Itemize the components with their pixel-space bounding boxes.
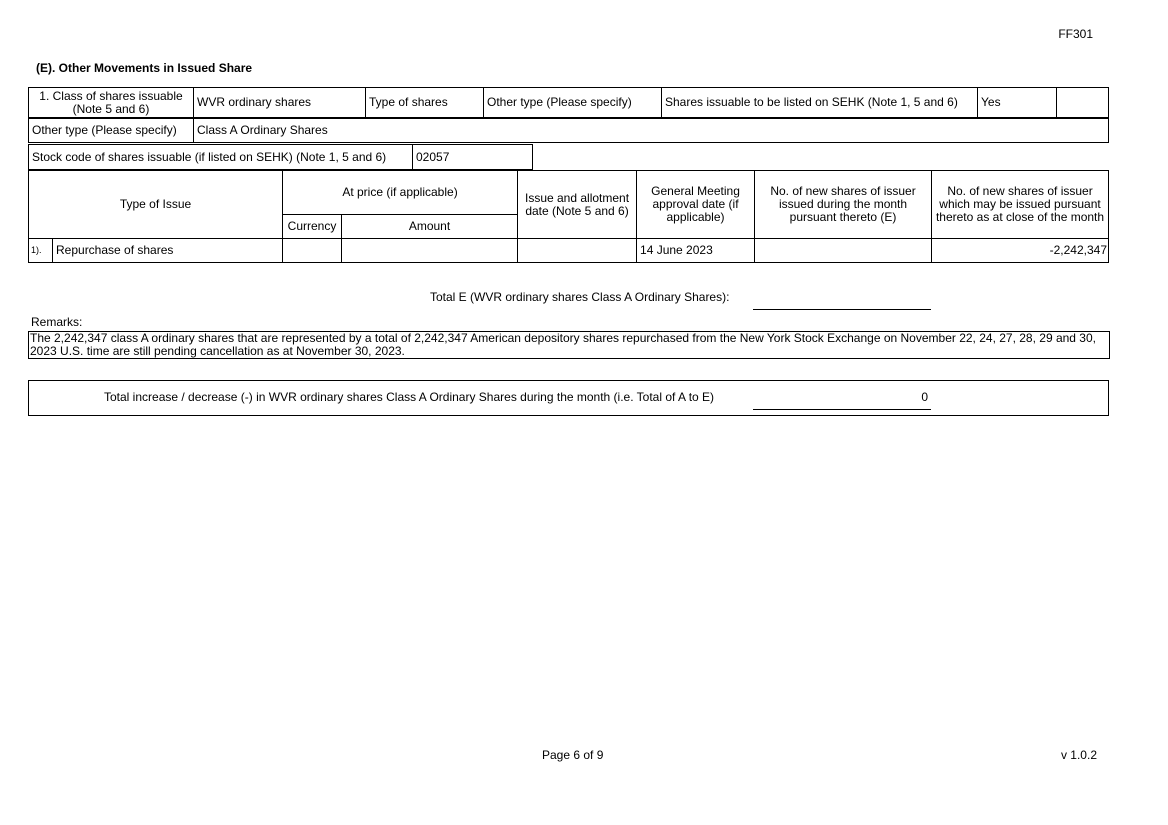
row-amount xyxy=(342,239,518,263)
type-of-shares-label: Type of shares xyxy=(366,88,484,118)
issue-date-header: Issue and allotment date (Note 5 and 6) xyxy=(518,171,637,239)
issue-table xyxy=(28,170,1109,263)
listed-on-sehk-label: Shares issuable to be listed on SEHK (Note 1, 5 and 6) xyxy=(662,88,978,118)
stock-code-value: 02057 xyxy=(413,145,533,170)
row-new-shares-month xyxy=(755,239,932,263)
table-row xyxy=(29,239,1109,263)
remarks-text: The 2,242,347 class A ordinary shares that are represented by a total of 2,242,347 American depository shares repurchased from the New York Stock Exchange on November 22, 24, 27, 28, 29 and 30, 2023 U.S. time are still pending cancellation as at November 30, 2023. xyxy=(28,331,1110,359)
page-number: Page 6 of 9 xyxy=(542,748,604,762)
class-of-shares-table xyxy=(28,87,1109,118)
row-new-shares-close: -2,242,347 xyxy=(932,239,1109,263)
total-e-underline xyxy=(753,309,931,310)
at-price-header: At price (if applicable) xyxy=(283,171,518,215)
listed-on-sehk-extra xyxy=(1057,88,1109,118)
currency-header: Currency xyxy=(283,215,342,239)
class-value: WVR ordinary shares xyxy=(194,88,366,118)
row-index: 1). xyxy=(29,239,53,263)
form-code: FF301 xyxy=(1058,27,1093,41)
total-increase-value: 0 xyxy=(921,390,928,404)
row-gm-date: 14 June 2023 xyxy=(637,239,755,263)
total-increase-label: Total increase / decrease (-) in WVR ordinary shares Class A Ordinary Shares during the month (i.e. Total of A to E) xyxy=(104,390,715,404)
type-of-shares-value: Other type (Please specify) xyxy=(484,88,662,118)
gm-date-header: General Meeting approval date (if applicable) xyxy=(637,171,755,239)
new-shares-close-header: No. of new shares of issuer which may be issued pursuant thereto as at close of the month xyxy=(932,171,1109,239)
stock-code-table xyxy=(28,144,1109,170)
row-type: Repurchase of shares xyxy=(53,239,283,263)
version: v 1.0.2 xyxy=(1060,748,1097,762)
row-currency xyxy=(283,239,342,263)
amount-header: Amount xyxy=(342,215,518,239)
type-of-issue-header: Type of Issue xyxy=(29,171,283,239)
total-increase-underline xyxy=(753,409,931,410)
other-type-label: Other type (Please specify) xyxy=(29,119,194,143)
stock-code-label: Stock code of shares issuable (if listed on SEHK) (Note 1, 5 and 6) xyxy=(29,145,413,170)
stock-code-blank xyxy=(533,145,1109,170)
class-label: 1. Class of shares issuable (Note 5 and 6) xyxy=(29,88,194,118)
remarks-label: Remarks: xyxy=(31,315,83,329)
listed-on-sehk-value: Yes xyxy=(978,88,1057,118)
total-e-label: Total E (WVR ordinary shares Class A Ordinary Shares): xyxy=(430,290,730,304)
other-type-value: Class A Ordinary Shares xyxy=(194,119,1109,143)
row-issue-date xyxy=(518,239,637,263)
section-title: (E). Other Movements in Issued Share xyxy=(36,61,253,75)
new-shares-month-header: No. of new shares of issuer issued during the month pursuant thereto (E) xyxy=(755,171,932,239)
other-type-table xyxy=(28,118,1109,143)
